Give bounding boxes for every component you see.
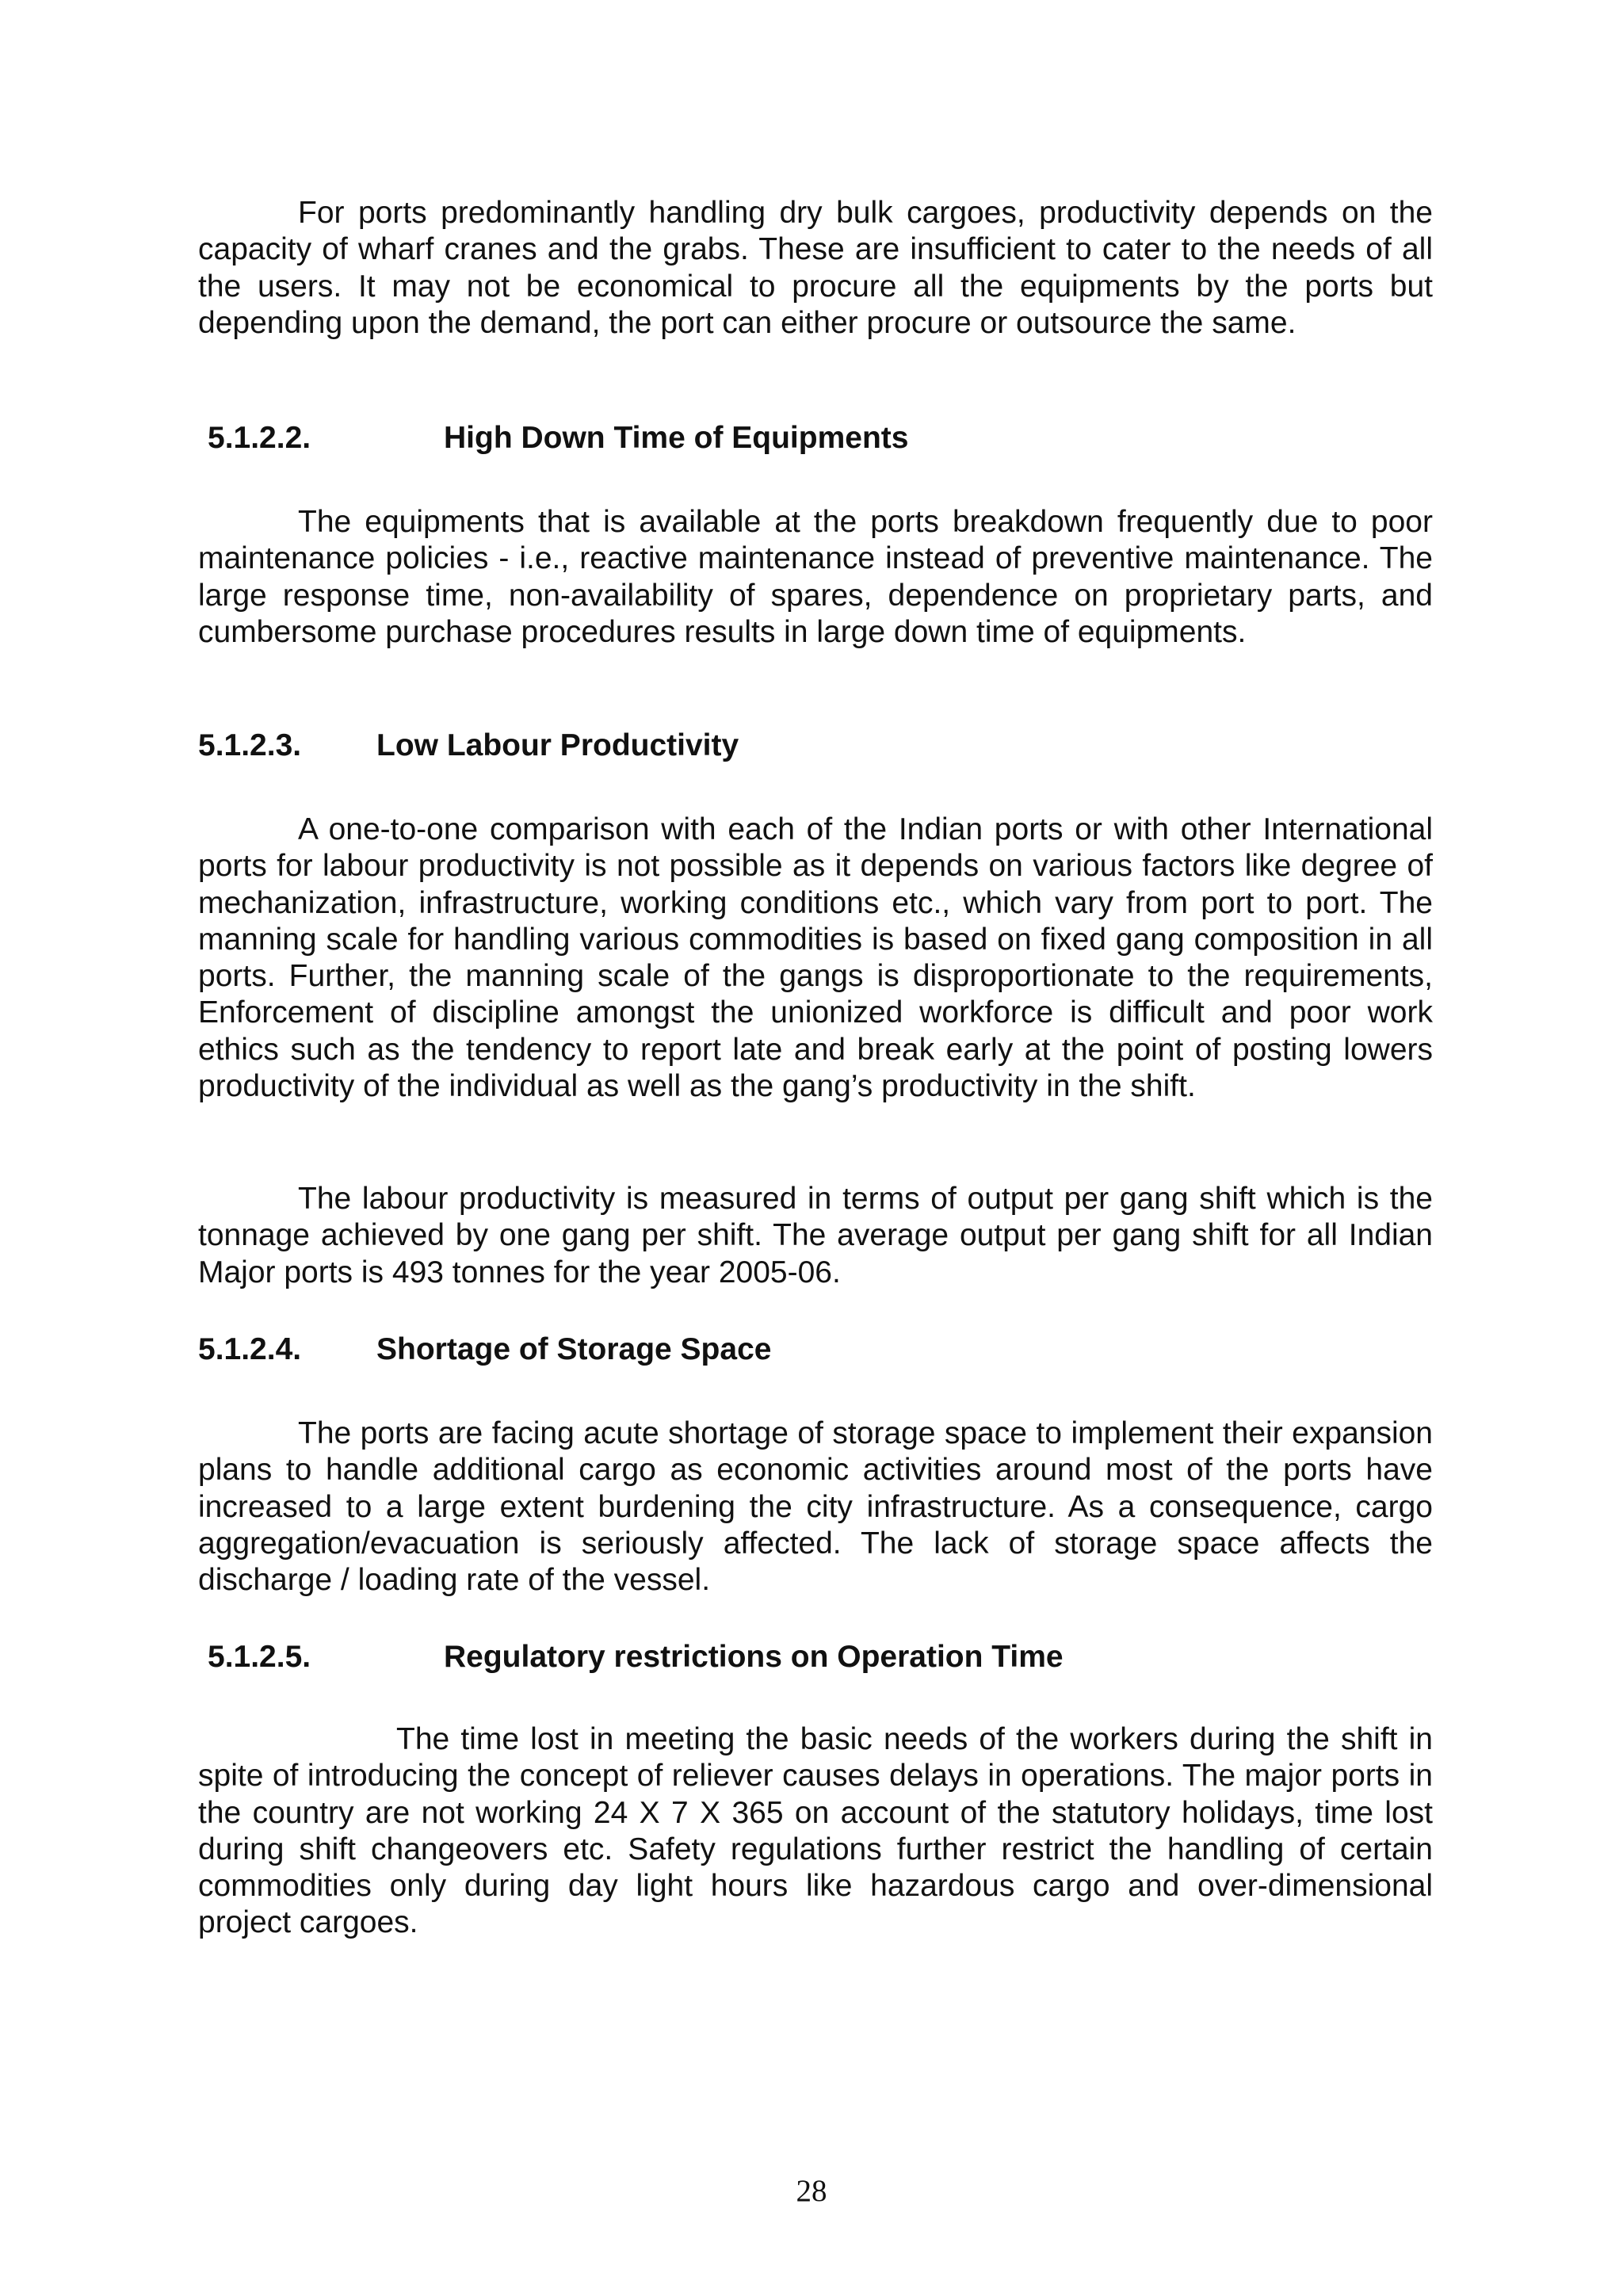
section-heading-5-1-2-3 xyxy=(198,728,739,764)
section-number: 5.1.2.5. xyxy=(208,1640,311,1674)
section-number: 5.1.2.4. xyxy=(198,1332,302,1366)
section-number: 5.1.2.3. xyxy=(198,728,302,762)
section-heading-5-1-2-2 xyxy=(208,420,908,457)
paragraph-storage: The ports are facing acute shortage of storage space to implement their expansion plans to handle additional cargo as economic activities around most of the ports have increased to a large extent burdening the city infrastructure. As a consequence, cargo aggregation/evacuation is seriously affected. The lack of storage space affects the discharge / loading rate of the vessel. xyxy=(198,1416,1433,1598)
section-title: Regulatory restrictions on Operation Time xyxy=(444,1640,1064,1674)
page-number: 28 xyxy=(796,2174,827,2208)
paragraph-regulatory: The time lost in meeting the basic needs of the workers during the shift in spite of introducing the concept of reliever causes delays in operations. The major ports in the country are not working 24 X 7 X 365 on account of the statutory holidays, time lost during shift changeovers etc. Safety regulations further restrict the handling of certain commodities only during day light hours like hazardous cargo and over-dimensional project cargoes. xyxy=(198,1722,1433,1940)
paragraph-labour-measure: The labour productivity is measured in terms of output per gang shift which is the tonnage achieved by one gang per shift. The average output per gang shift for all Indian Major ports is 493 tonnes for the year 2005-06. xyxy=(198,1182,1433,1289)
section-heading-5-1-2-5 xyxy=(208,1639,1064,1675)
paragraph-dry-bulk: For ports predominantly handling dry bulk cargoes, productivity depends on the capacity of wharf cranes and the grabs. These are insufficient to cater to the needs of all the users. It may not be economical to procure all the equipments by the ports but depending upon the demand, the port can either procure or outsource the same. xyxy=(198,196,1433,340)
section-title: Shortage of Storage Space xyxy=(376,1332,772,1366)
section-title: High Down Time of Equipments xyxy=(444,421,909,455)
section-title: Low Labour Productivity xyxy=(376,728,739,762)
section-number: 5.1.2.2. xyxy=(208,421,311,455)
paragraph-labour-comparison: A one-to-one comparison with each of the Indian ports or with other International ports for labour productivity is not possible as it depends on various factors like degree of mechanization, infrastructure, working conditions etc., which vary from port to port. The manning scale for handling various commodities is based on fixed gang composition in all ports. Further, the manning scale of the gangs is disproportionate to the requirements, Enforcement of discipline amongst the unionized workforce is difficult and poor work ethics such as the tendency to report late and break early at the point of posting lowers productivity of the individual as well as the gang’s productivity in the shift. xyxy=(198,812,1433,1104)
paragraph-down-time: The equipments that is available at the ports breakdown frequently due to poor maintenance policies - i.e., reactive maintenance instead of preventive maintenance. The large response time, non-availability of spares, dependence on proprietary parts, and cumbersome purchase procedures results in large down time of equipments. xyxy=(198,505,1433,649)
section-heading-5-1-2-4 xyxy=(198,1331,771,1368)
